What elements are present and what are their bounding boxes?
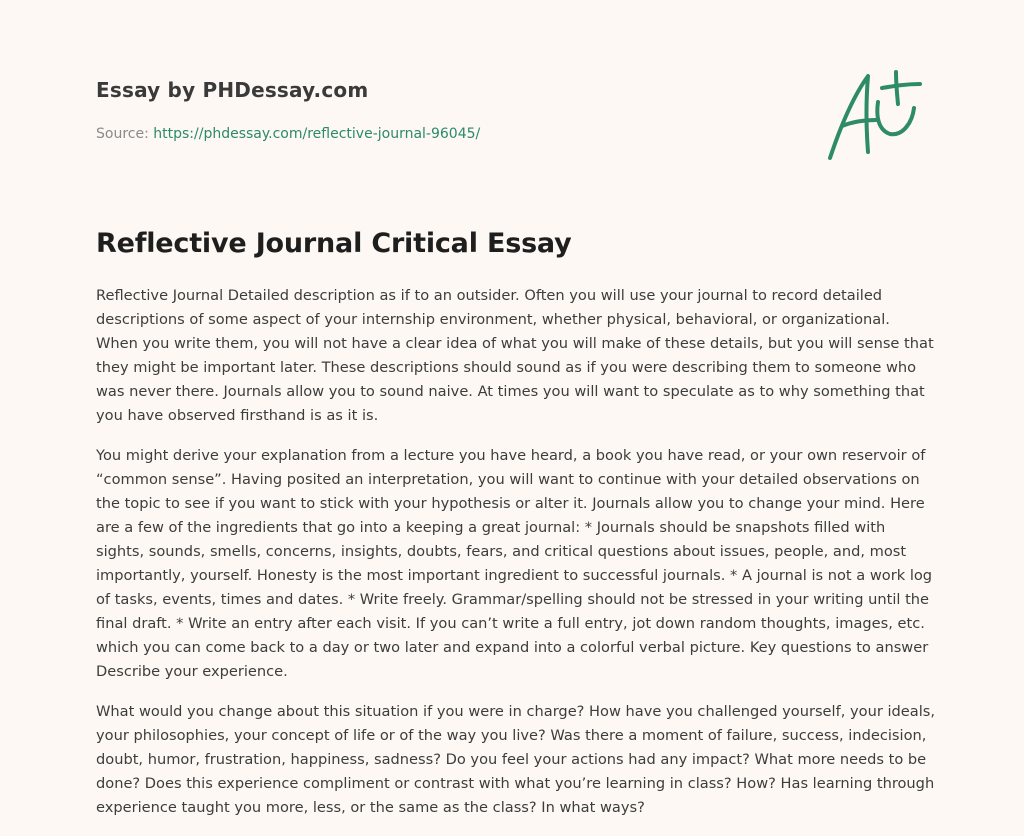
brand-title: Essay by PHDessay.com: [96, 78, 369, 102]
source-label: Source:: [96, 126, 154, 142]
paragraph: Reflective Journal Detailed description as if to an outsider. Often you will use your journal to record detailed descriptions of some aspect of your internship environment, whether physical, behavioral, or organizational. When you write them, you will not have a clear idea of what you will make of these details, but you will sense that they might be important later. These descriptions should sound as if you were describing them to someone who was never there. Journals allow you to sound naive. At times you will want to speculate as to why something that you have observed firsthand is as it is.: [96, 287, 934, 424]
article-title: Reflective Journal Critical Essay: [96, 228, 572, 259]
paragraph: You might derive your explanation from a lecture you have heard, a book you have read, or your own reservoir of “common sense”. Having posited an interpretation, you will want to continue with your detailed observations on the topic to see if you want to stick with your hypothesis or alter it. Journals allow you to change your mind. Here are a few of the ingredients that go into a keeping a great journal: * Journals should be snapshots filled with sights, sounds, smells, concerns, insights, doubts, fears, and critical questions about issues, people, and, most importantly, yourself. Honesty is the most important ingredient to successful journals. * A journal is not a work log of tasks, events, times and dates. * Write freely. Grammar/spelling should not be stressed in your writing until the final draft. * Write an entry after each visit. If you can’t write a full entry, jot down random thoughts, images, etc. which you can come back to a day or two later and expand into a colorful verbal picture. Key questions to answer Describe your experience.: [96, 447, 933, 680]
paragraph: What would you change about this situation if you were in charge? How have you challenged yourself, your ideals, your philosophies, your concept of life or of the way you live? Was there a moment of failure, success, indecision, doubt, humor, frustration, happiness, sadness? Do you feel your actions had any impact? What more needs to be done? Does this experience compliment or contrast with what you’re learning in class? How? Has learning through experience taught you more, less, or the same as the class? In what ways?: [96, 703, 935, 816]
article-body: [96, 284, 936, 836]
source-link[interactable]: https://phdessay.com/reflective-journal-96045/: [153, 126, 481, 142]
a-plus-grade-icon: [822, 68, 926, 164]
source-line: [96, 124, 796, 144]
site-header: [96, 76, 796, 144]
